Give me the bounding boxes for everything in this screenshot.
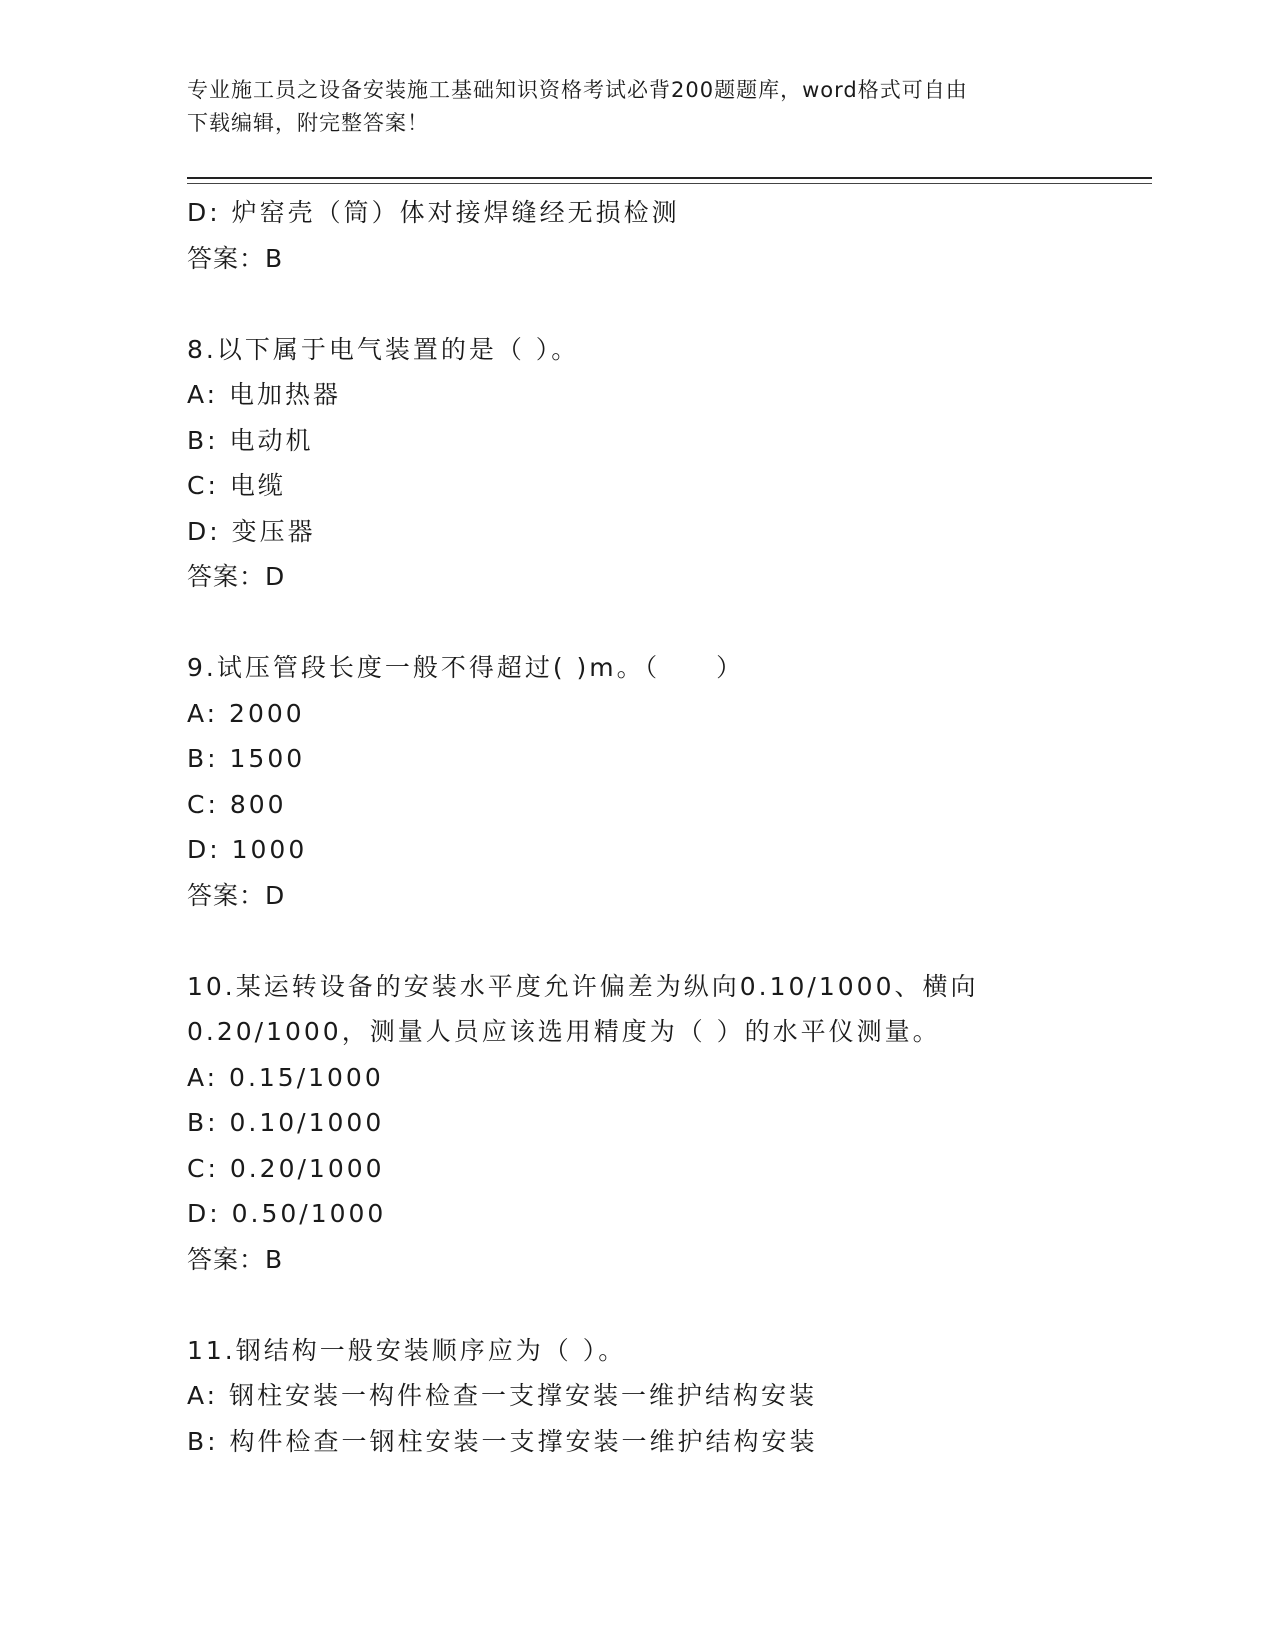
question-7-tail	[187, 190, 1137, 281]
header-title-line-1: 专业施工员之设备安装施工基础知识资格考试必背200题题库，word格式可自由	[187, 78, 968, 102]
question-stem: 11.钢结构一般安装顺序应为（ ）。	[187, 1335, 627, 1365]
option-b: B: 0.10/1000	[187, 1108, 385, 1137]
question-stem-line-2: 0.20/1000，测量人员应该选用精度为（ ）的水平仪测量。	[187, 1017, 941, 1046]
document-header	[187, 74, 1067, 140]
question-10	[187, 964, 1137, 1283]
spacer	[187, 1282, 1137, 1328]
option-a: A: 2000	[187, 698, 305, 728]
spacer	[187, 600, 1137, 646]
question-9	[187, 645, 1137, 918]
spacer	[187, 918, 1137, 964]
option-d: D: 1000	[187, 835, 308, 864]
answer-line: 答案：B	[187, 1244, 284, 1274]
question-11	[187, 1328, 1137, 1465]
spacer	[187, 281, 1137, 327]
option-d: D: 炉窑壳（筒）体对接焊缝经无损检测	[187, 198, 680, 227]
question-8	[187, 327, 1137, 600]
option-c: C: 电缆	[187, 471, 286, 500]
option-a: A: 电加热器	[187, 380, 342, 409]
question-stem-line-1: 10.某运转设备的安装水平度允许偏差为纵向0.10/1000、横向	[187, 971, 979, 1001]
option-d: D: 0.50/1000	[187, 1199, 387, 1228]
question-list	[187, 190, 1137, 1464]
answer-line: 答案：D	[187, 880, 286, 910]
question-stem: 9.试压管段长度一般不得超过( )m。（ ）	[187, 653, 745, 682]
answer-line: 答案：D	[187, 562, 286, 591]
option-b: B: 电动机	[187, 425, 314, 455]
header-divider-thin	[187, 183, 1152, 184]
header-divider-thick	[187, 177, 1152, 179]
option-c: C: 800	[187, 789, 287, 819]
option-a: A: 0.15/1000	[187, 1062, 384, 1092]
option-a: A: 钢柱安装一构件检查一支撑安装一维护结构安装	[187, 1381, 818, 1410]
option-b: B: 构件检查一钢柱安装一支撑安装一维护结构安装	[187, 1426, 818, 1456]
option-d: D: 变压器	[187, 516, 316, 546]
question-stem: 8.以下属于电气装置的是（ ）。	[187, 334, 580, 364]
option-b: B: 1500	[187, 744, 306, 773]
header-title-line-2: 下载编辑，附完整答案！	[187, 111, 429, 135]
answer-line: 答案：B	[187, 243, 284, 273]
option-c: C: 0.20/1000	[187, 1153, 385, 1183]
